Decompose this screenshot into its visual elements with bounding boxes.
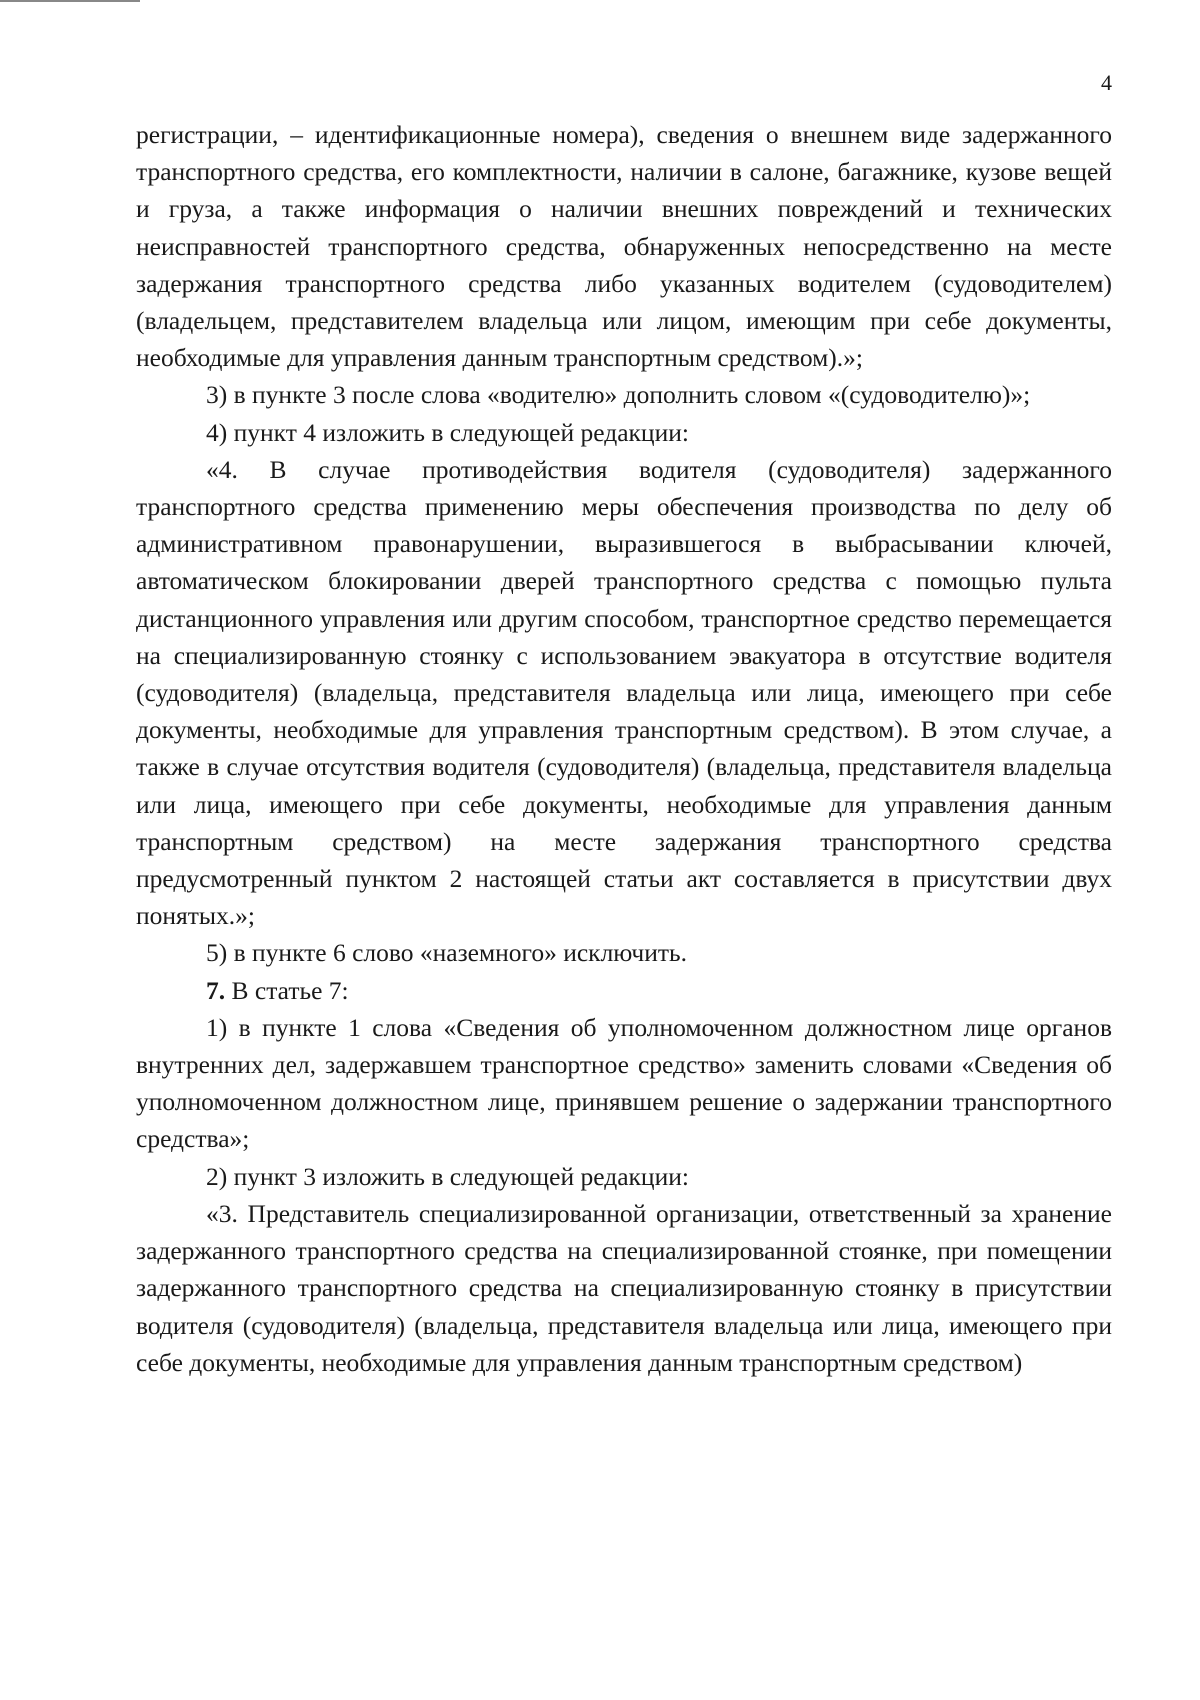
paragraph-article-7-heading <box>136 972 1112 1009</box>
paragraph-article-7-item-2: 2) пункт 3 изложить в следующей редакции: <box>206 1161 689 1191</box>
paragraph-quoted-clause-4: «4. В случае противодействия водителя (судоводителя) задержанного транспортного средства применению меры обеспечения производства по делу об административном правонарушении, выразившегося в выбрасывании ключей, автоматическом блокировании дверей транспортного средства с помощью пульта дистанционного управления или другим способом, транспортное средство перемещается на специализированную стоянку с использованием эвакуатора в отсутствие водителя (судоводителя) (владельца, представителя владельца или лица, имеющего при себе документы, необходимые для управления транспортным средством). В этом случае, а также в случае отсутствия водителя (судоводителя) (владельца, представителя владельца или лица, имеющего при себе документы, необходимые для управления данным транспортным средством) на месте задержания транспортного средства предусмотренный пунктом 2 настоящей статьи акт составляется в присутствии двух понятых.»; <box>136 454 1112 931</box>
page-number: 4 <box>1101 70 1112 95</box>
paragraph-quoted-clause-3: «3. Представитель специализированной организации, ответственный за хранение задержанного транспортного средства на специализированной стоянке, при помещении задержанного транспортного средства на специализированную стоянку в присутствии водителя (судоводителя) (владельца, представителя владельца или лица, имеющего при себе документы, необходимые для управления данным транспортным средством) <box>136 1198 1112 1377</box>
paragraph-item-3: 3) в пункте 3 после слова «водителю» дополнить словом «(судоводителю)»; <box>206 380 1031 410</box>
paragraph-item-5: 5) в пункте 6 слово «наземного» исключить. <box>206 938 687 968</box>
article-heading-text: В статье 7: <box>225 975 349 1005</box>
article-number: 7. <box>206 975 226 1005</box>
paragraph-continuation: регистрации, – идентификационные номера), сведения о внешнем виде задержанного транспортного средства, его комплектности, наличии в салоне, багажнике, кузове вещей и груза, а также информация о наличии внешних повреждений и технических неисправностей транспортного средства, обнаруженных непосредственно на месте задержания транспортного средства либо указанных водителем (судоводителем) (владельцем, представителем владельца или лицом, имеющим при себе документы, необходимые для управления данным транспортным средством).»; <box>136 120 1112 373</box>
scan-corner-mark <box>0 0 140 2</box>
paragraph-item-4: 4) пункт 4 изложить в следующей редакции: <box>206 417 689 447</box>
paragraph-article-7-item-1: 1) в пункте 1 слова «Сведения об уполномоченном должностном лице органов внутренних дел, задержавшем транспортное средство» заменить словами «Сведения об уполномоченном должностном лице, принявшем решение о задержании транспортного средства»; <box>136 1012 1112 1154</box>
document-body <box>136 116 1112 1381</box>
